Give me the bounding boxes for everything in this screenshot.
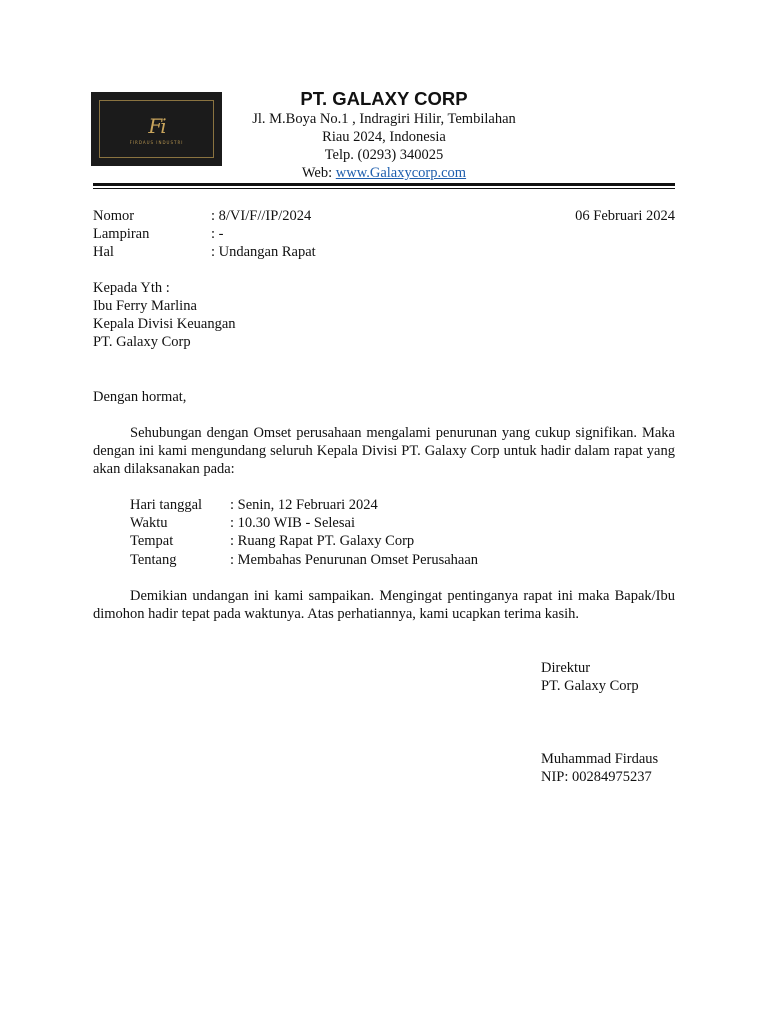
meta-value: : Undangan Rapat: [211, 244, 316, 260]
detail-value: : Ruang Rapat PT. Galaxy Corp: [230, 533, 415, 549]
web-prefix: Web:: [301, 165, 336, 181]
detail-row-place: [130, 532, 675, 550]
address-line-2: Riau 2024, Indonesia: [322, 129, 446, 145]
website-link[interactable]: www.Galaxycorp.com: [335, 165, 467, 181]
detail-row-topic: [130, 551, 675, 569]
recipient-to: Kepada Yth :: [93, 280, 170, 296]
logo-monogram: Fi: [148, 114, 165, 138]
meta-row-lampiran: [93, 225, 675, 243]
meta-label: Nomor: [93, 208, 135, 224]
letter-date: 06 Februari 2024: [575, 208, 675, 224]
header-divider-thick: [93, 183, 675, 186]
recipient-name: Ibu Ferry Marlina: [93, 298, 197, 314]
detail-value: : Membahas Penurunan Omset Perusahaan: [230, 552, 479, 568]
logo-subtext: FIRDAUS INDUSTRI: [129, 140, 184, 145]
recipient-position: Kepala Divisi Keuangan: [93, 316, 236, 332]
logo-frame: [99, 100, 214, 158]
meta-label: Lampiran: [93, 226, 150, 242]
signature-title: Direktur: [541, 660, 591, 676]
detail-row-time: [130, 514, 675, 532]
detail-label: Hari tanggal: [130, 497, 203, 513]
recipient-company: PT. Galaxy Corp: [93, 334, 191, 350]
meta-value: : 8/VI/F//IP/2024: [211, 208, 312, 224]
meta-row-hal: [93, 243, 675, 261]
web-line: [222, 164, 546, 182]
company-logo: [91, 92, 222, 166]
detail-label: Tempat: [130, 533, 174, 549]
detail-label: Tentang: [130, 552, 177, 568]
body-paragraph-2: Demikian undangan ini kami sampaikan. Mengingat pentinganya rapat ini maka Bapak/Ibu dimohon hadir tepat pada waktunya. Atas perhatiannya, kami ucapkan terima kasih.: [93, 588, 675, 622]
body-paragraph-1: Sehubungan dengan Omset perusahaan mengalami penurunan yang cukup signifikan. Maka dengan ini kami mengundang seluruh Kepala Divisi PT. Galaxy Corp untuk hadir dalam rapat yang akan dilaksanakan pada:: [93, 425, 675, 477]
signature-name: Muhammad Firdaus: [541, 751, 659, 767]
phone-line: Telp. (0293) 340025: [324, 147, 444, 163]
detail-label: Waktu: [130, 515, 168, 531]
detail-row-date: [130, 496, 675, 514]
signature-company: PT. Galaxy Corp: [541, 678, 639, 694]
meta-row-nomor: [93, 207, 675, 225]
meta-label: Hal: [93, 244, 114, 260]
header-divider-thin: [93, 188, 675, 189]
greeting: Dengan hormat,: [93, 389, 187, 405]
address-line-1: Jl. M.Boya No.1 , Indragiri Hilir, Tembilahan: [252, 111, 516, 127]
signature-nip: NIP: 00284975237: [541, 769, 652, 785]
detail-value: : Senin, 12 Februari 2024: [230, 497, 378, 513]
meta-value: : -: [211, 226, 224, 242]
detail-value: : 10.30 WIB - Selesai: [230, 515, 355, 531]
company-name: PT. GALAXY CORP: [300, 88, 468, 109]
